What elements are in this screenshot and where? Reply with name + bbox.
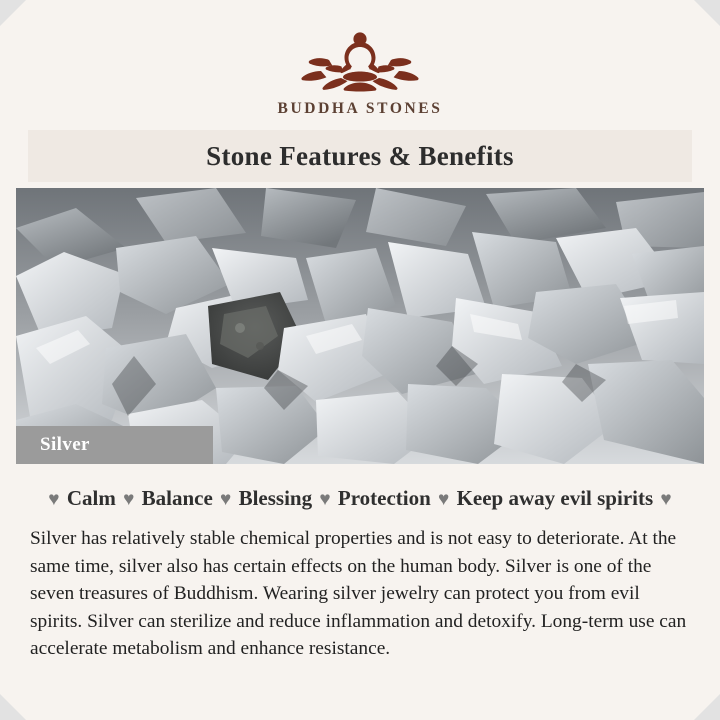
heart-icon: ♥ xyxy=(220,489,232,510)
benefit-keyword-4: Protection xyxy=(337,486,431,510)
heart-icon: ♥ xyxy=(660,489,672,510)
stone-name-label: Silver xyxy=(16,426,213,464)
benefit-keyword-3: Blessing xyxy=(238,486,313,510)
silver-ore-rocks-illustration xyxy=(16,188,704,464)
stone-photo xyxy=(16,188,704,464)
benefit-keyword-2: Balance xyxy=(141,486,213,510)
heart-icon: ♥ xyxy=(123,489,135,510)
benefit-description: Silver has relatively stable chemical properties and is not easy to deteriorate. At the same time, silver also has certain effects on the human body. Silver is one of the seven treasures of Buddhism. Wearing silver jewelry can protect you from evil spirits. Silver can sterilize and reduce inflammation and detoxify. Long-term use can accelerate metabolism and enhance resistance. xyxy=(30,528,687,660)
lotus-meditation-logo-icon xyxy=(285,22,435,96)
corner-notch-top-left xyxy=(0,0,26,26)
benefits-content xyxy=(16,464,704,663)
benefit-keyword-5: Keep away evil spirits xyxy=(456,486,654,510)
page-title: Stone Features & Benefits xyxy=(206,140,514,171)
corner-notch-bottom-left xyxy=(0,694,26,720)
brand-header xyxy=(0,0,720,118)
corner-notch-top-right xyxy=(694,0,720,26)
heart-icon: ♥ xyxy=(48,489,60,510)
heart-icon: ♥ xyxy=(319,489,331,510)
heart-icon: ♥ xyxy=(438,489,450,510)
corner-notch-bottom-right xyxy=(694,694,720,720)
benefit-keywords xyxy=(30,486,690,511)
benefit-keyword-1: Calm xyxy=(66,486,116,510)
brand-name: BUDDHA STONES xyxy=(277,100,443,117)
section-title-band xyxy=(0,130,720,182)
